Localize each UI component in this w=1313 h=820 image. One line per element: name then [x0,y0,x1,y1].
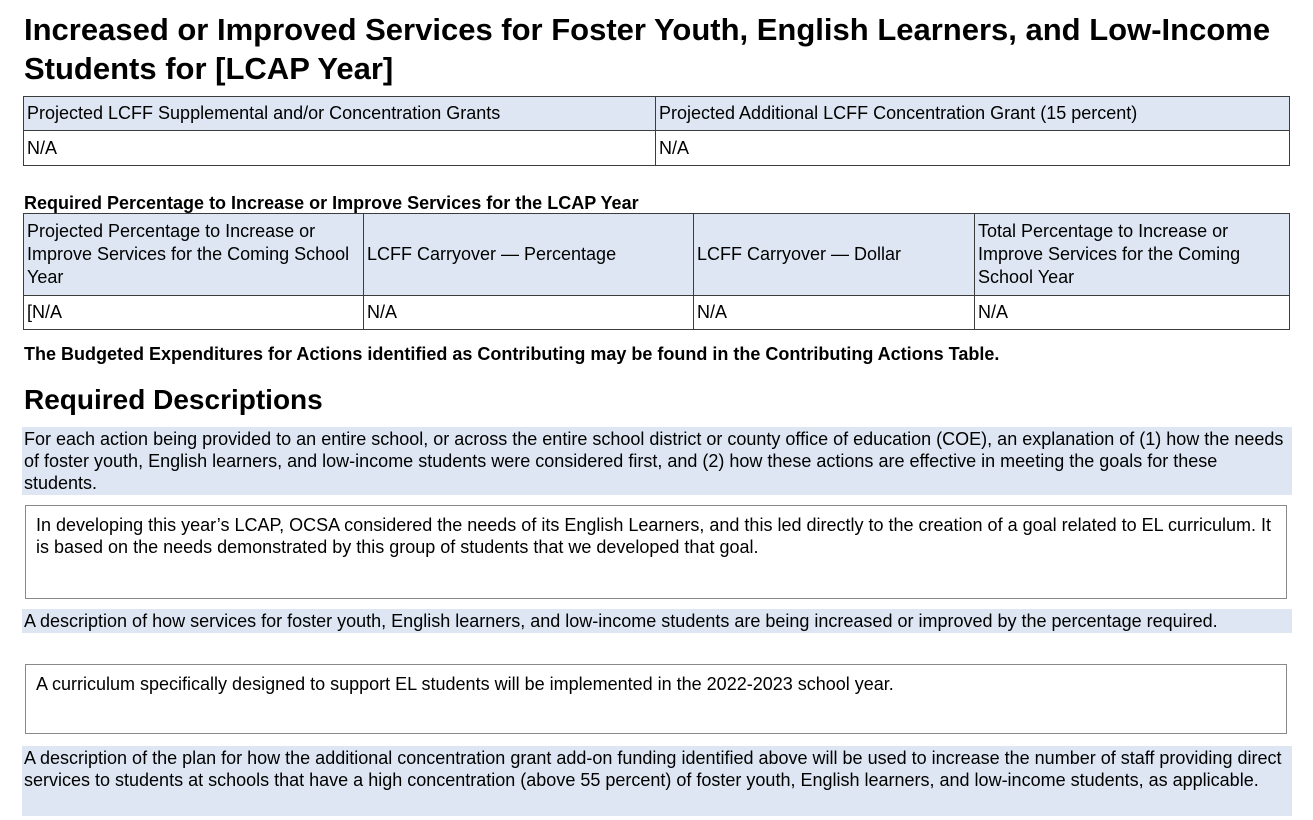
answer-schoolwide-actions: In developing this year’s LCAP, OCSA considered the needs of its English Learners, and this led directly to the creation of a goal related to EL curriculum. It is based on the needs demonstrated by this group of students that we developed that goal. [25,505,1287,599]
answer-services-increased: A curriculum specifically designed to support EL students will be implemented in the 2022-2023 school year. [25,664,1287,734]
percentage-value-carryover-dollar: N/A [694,296,975,330]
budget-note: The Budgeted Expenditures for Actions identified as Contributing may be found in the Contributing Actions Table. [24,344,1000,364]
percentage-value-total: N/A [975,296,1290,330]
percentage-header-carryover-dollar: LCFF Carryover — Dollar [694,214,975,296]
page-title: Increased or Improved Services for Foster Youth, English Learners, and Low-Income Students for [LCAP Year] [24,12,1271,86]
percentage-table [23,213,1290,330]
grants-header-concentration: Projected Additional LCFF Concentration Grant (15 percent) [656,97,1290,131]
required-descriptions-heading: Required Descriptions [24,384,323,415]
percentage-section-label: Required Percentage to Increase or Improve Services for the LCAP Year [24,193,639,213]
percentage-value-carryover-percentage: N/A [364,296,694,330]
percentage-header-carryover-percentage: LCFF Carryover — Percentage [364,214,694,296]
grants-value-supplemental: N/A [24,131,656,166]
percentage-header-projected: Projected Percentage to Increase or Improve Services for the Coming School Year [24,214,364,296]
percentage-value-projected: [N/A [24,296,364,330]
grants-value-concentration: N/A [656,131,1290,166]
prompt-concentration-grant-plan: A description of the plan for how the additional concentration grant add-on funding identified above will be used to increase the number of staff providing direct services to students at schools that have a high concentration (above 55 percent) of foster youth, English learners, and low-income students, as applicable. [22,746,1292,816]
prompt-schoolwide-actions: For each action being provided to an entire school, or across the entire school district or county office of education (COE), an explanation of (1) how the needs of foster youth, English learners, and low-income students were considered first, and (2) how these actions are effective in meeting the goals for these students. [22,427,1292,495]
grants-header-supplemental: Projected LCFF Supplemental and/or Concentration Grants [24,97,656,131]
grants-table [23,96,1290,166]
prompt-services-increased: A description of how services for foster youth, English learners, and low-income students are being increased or improved by the percentage required. [22,609,1292,633]
percentage-header-total: Total Percentage to Increase or Improve Services for the Coming School Year [975,214,1290,296]
